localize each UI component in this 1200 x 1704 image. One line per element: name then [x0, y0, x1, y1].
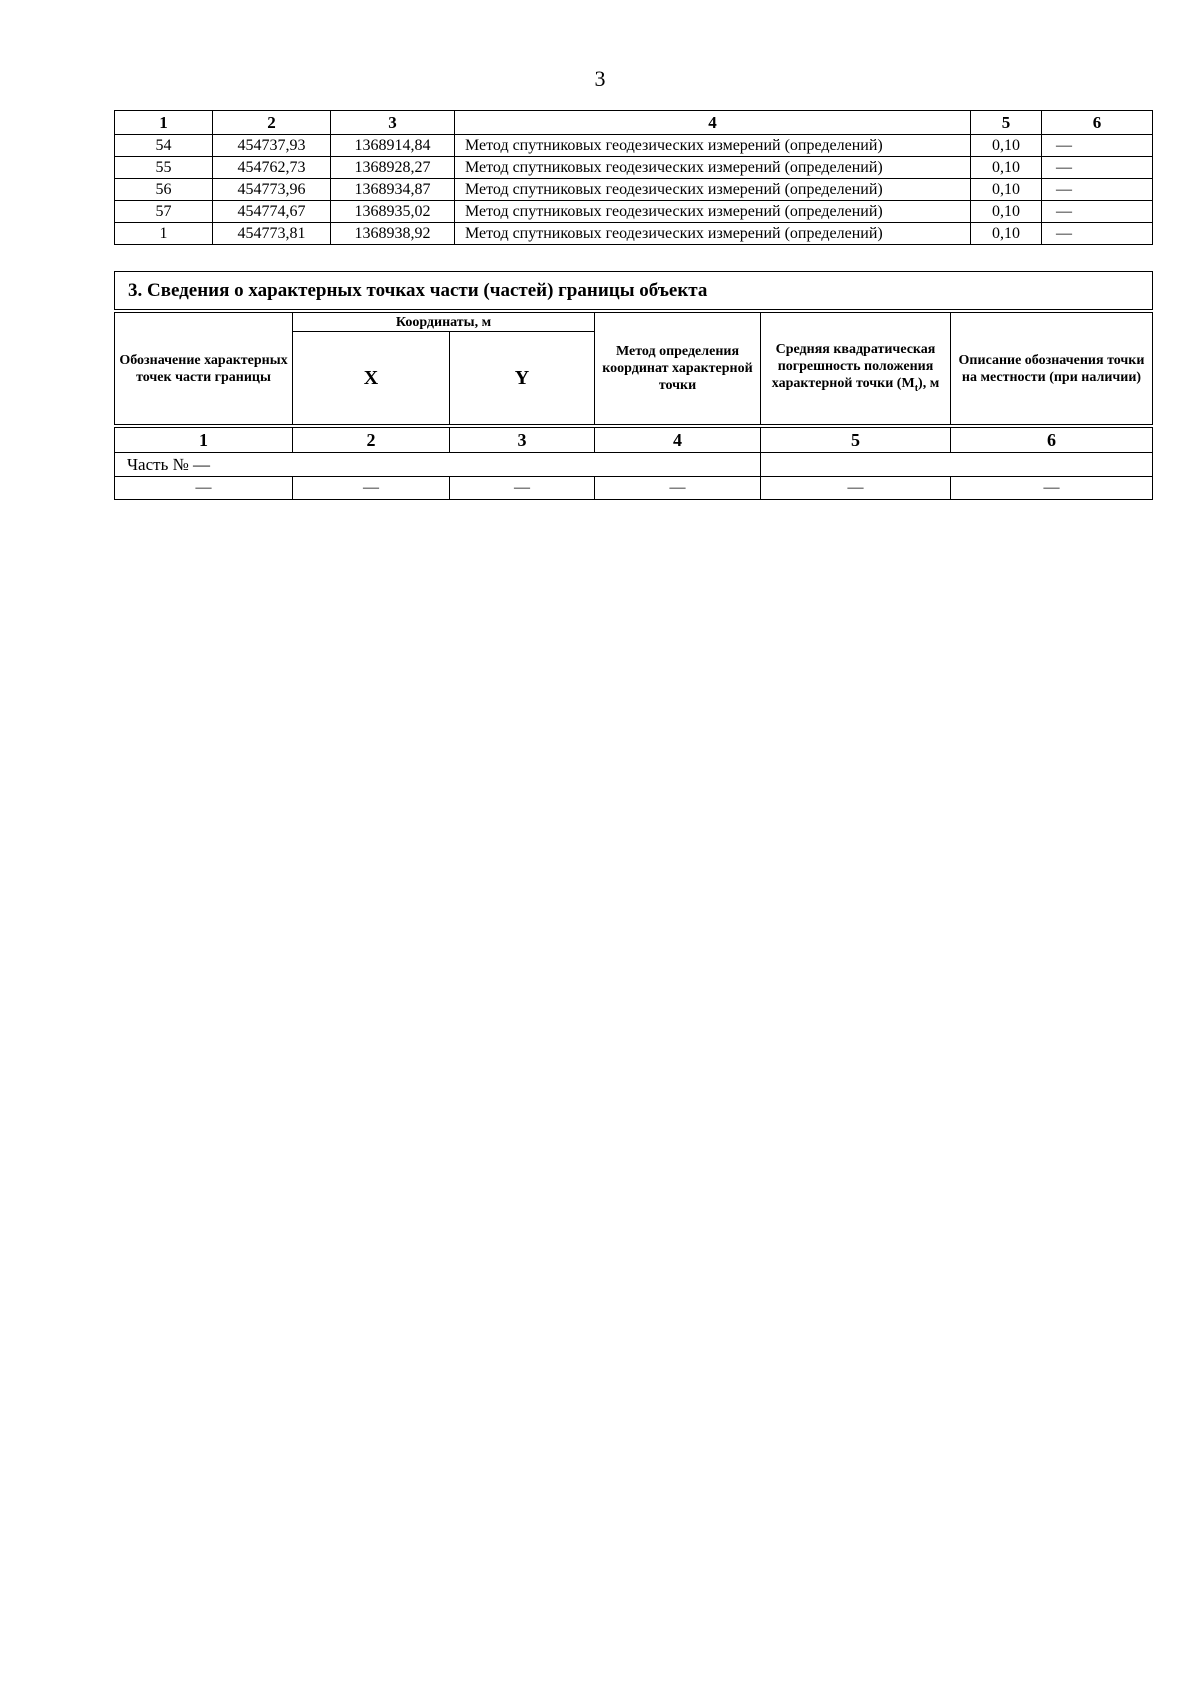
- point-number: 56: [115, 179, 213, 201]
- point-number: 1: [115, 223, 213, 245]
- point-number: 57: [115, 201, 213, 223]
- column-header: 6: [1042, 111, 1153, 135]
- coordinates-header: Координаты, м: [293, 313, 595, 332]
- x-coordinate: 454737,93: [213, 135, 331, 157]
- column-number: 4: [595, 428, 761, 453]
- column-number: 6: [951, 428, 1153, 453]
- table-row: [115, 477, 1153, 500]
- column-header: 2: [213, 111, 331, 135]
- error-header: [761, 313, 951, 425]
- part-boundary-points-table: [114, 271, 1153, 500]
- column-header: 3: [331, 111, 455, 135]
- table-row: [115, 223, 1153, 245]
- method: Метод спутниковых геодезических измерений (определений): [455, 201, 971, 223]
- column-number: 1: [115, 428, 293, 453]
- point-number: 55: [115, 157, 213, 179]
- column-number: 2: [293, 428, 450, 453]
- method: Метод спутниковых геодезических измерений (определений): [455, 179, 971, 201]
- section-title: 3. Сведения о характерных точках части (частей) границы объекта: [115, 272, 1153, 310]
- error-value: 0,10: [971, 179, 1042, 201]
- table-row: [115, 179, 1153, 201]
- column-header: 5: [971, 111, 1042, 135]
- column-number-row: [115, 428, 1153, 453]
- error-header-subscript: t: [914, 382, 919, 394]
- y-coordinate: 1368928,27: [331, 157, 455, 179]
- description: —: [1042, 157, 1153, 179]
- x-coordinate: 454774,67: [213, 201, 331, 223]
- column-header: 4: [455, 111, 971, 135]
- description: —: [1042, 135, 1153, 157]
- column-number: 5: [761, 428, 951, 453]
- description: —: [1042, 223, 1153, 245]
- column-header: 1: [115, 111, 213, 135]
- x-coordinate: 454773,96: [213, 179, 331, 201]
- designation-header: Обозначение характерных точек части границы: [115, 313, 293, 425]
- y-header: Y: [450, 332, 595, 425]
- dash-cell: —: [595, 477, 761, 500]
- part-row: [115, 453, 1153, 477]
- part-label: Часть № —: [115, 453, 761, 477]
- y-coordinate: 1368914,84: [331, 135, 455, 157]
- y-coordinate: 1368935,02: [331, 201, 455, 223]
- part-empty-cell: [761, 453, 1153, 477]
- error-value: 0,10: [971, 135, 1042, 157]
- point-number: 54: [115, 135, 213, 157]
- description: —: [1042, 201, 1153, 223]
- x-coordinate: 454773,81: [213, 223, 331, 245]
- method: Метод спутниковых геодезических измерений (определений): [455, 157, 971, 179]
- description-header: Описание обозначения точки на местности (при наличии): [951, 313, 1153, 425]
- table-header-row: [115, 111, 1153, 135]
- error-value: 0,10: [971, 201, 1042, 223]
- error-value: 0,10: [971, 157, 1042, 179]
- method: Метод спутниковых геодезических измерений (определений): [455, 223, 971, 245]
- method-header: Метод определения координат характерной точки: [595, 313, 761, 425]
- dash-cell: —: [450, 477, 595, 500]
- table-row: [115, 135, 1153, 157]
- error-value: 0,10: [971, 223, 1042, 245]
- dash-cell: —: [293, 477, 450, 500]
- x-header: X: [293, 332, 450, 425]
- y-coordinate: 1368938,92: [331, 223, 455, 245]
- description: —: [1042, 179, 1153, 201]
- dash-cell: —: [761, 477, 951, 500]
- error-header-unit: ), м: [918, 375, 940, 391]
- table-row: [115, 157, 1153, 179]
- x-coordinate: 454762,73: [213, 157, 331, 179]
- dash-cell: —: [115, 477, 293, 500]
- y-coordinate: 1368934,87: [331, 179, 455, 201]
- column-number: 3: [450, 428, 595, 453]
- table-row: [115, 201, 1153, 223]
- dash-cell: —: [951, 477, 1153, 500]
- boundary-points-table: [114, 110, 1153, 245]
- page-number: 3: [594, 66, 606, 91]
- error-header-text: Средняя квадратическая погрешность положения характерной точки (M: [771, 341, 936, 391]
- method: Метод спутниковых геодезических измерений (определений): [455, 135, 971, 157]
